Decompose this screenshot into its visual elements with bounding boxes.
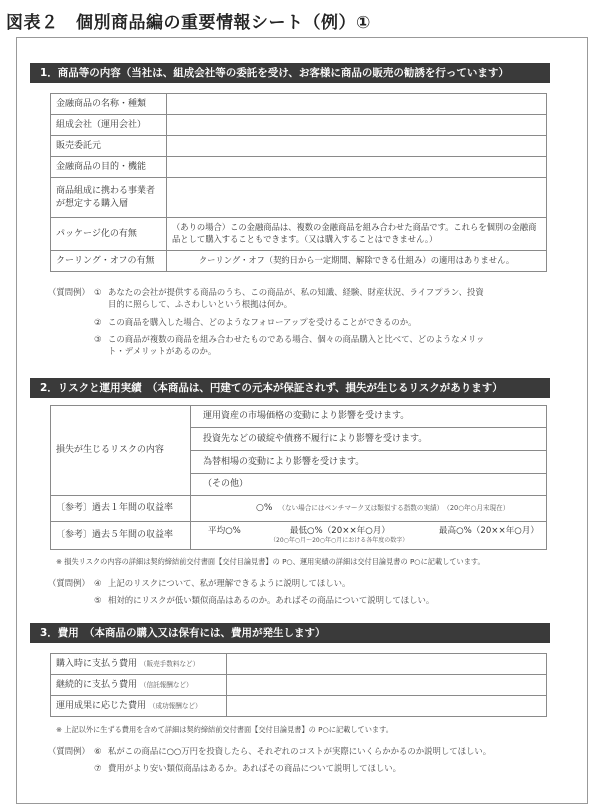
table-row xyxy=(51,157,547,178)
section3-note: ※ 上記以外に生ずる費用を含めて詳細は契約締結前交付書面【交付目論見書】の P○に記載しています。 xyxy=(56,725,393,734)
question-text: この商品が複数の商品を組み合わせたものである場合、個々の商品購入と比べて、どのようなメリッ xyxy=(108,334,485,344)
risk-label: 損失が生じるリスクの内容 xyxy=(51,406,191,496)
row-value xyxy=(167,94,547,115)
fee-label-cell xyxy=(51,696,227,717)
questions-label: （質問例） xyxy=(48,578,90,588)
question-text: 目的に照らして、ふさわしいという根拠は何か。 xyxy=(108,299,293,309)
question-number: ⑤ xyxy=(94,595,102,605)
return-5y-maximum: 最高○%（20××年○月） xyxy=(438,526,539,537)
section2-header: 2．リスクと運用実績 （本商品は、円建ての元本が保証されず、損失が生じるリスクがあります） xyxy=(30,378,550,398)
section1-table xyxy=(50,93,547,272)
table-row xyxy=(51,675,547,696)
return-5y-cell xyxy=(191,522,547,550)
questions-label: （質問例） xyxy=(48,287,90,297)
question-text: 上記のリスクについて、私が理解できるように説明してほしい。 xyxy=(108,578,351,588)
risk-item: 運用資産の市場価格の変動により影響を受けます。 xyxy=(191,406,547,428)
fee-label: 運用成果に応じた費用 xyxy=(56,700,147,711)
table-row xyxy=(51,136,547,157)
risk-item: 為替相場の変動により影響を受けます。 xyxy=(191,451,547,474)
row-value: クーリング・オフ（契約日から一定期間、解除できる仕組み）の適用はありません。 xyxy=(167,251,547,272)
table-row xyxy=(51,522,547,550)
question-number: ⑥ xyxy=(94,746,102,756)
question-text: ト・デメリットがあるのか。 xyxy=(108,346,217,356)
row-value xyxy=(167,115,547,136)
question-number: ② xyxy=(94,317,102,327)
question-number: ③ xyxy=(94,334,102,344)
question-text: 私がこの商品に○○万円を投資したら、それぞれのコストが実際にいくらかかるのか説明してほしい。 xyxy=(108,746,492,756)
section3-table xyxy=(50,653,547,717)
table-row xyxy=(51,654,547,675)
return-5y-average: 平均○% xyxy=(208,526,241,537)
question-number: ⑦ xyxy=(94,763,102,773)
return-1y-value: ○% xyxy=(256,503,273,514)
section2-note: ※ 損失リスクの内容の詳細は契約締結前交付書面【交付目論見書】の P○、運用実績の詳細は交付目論見書の P○に記載しています。 xyxy=(56,557,485,566)
row-label: 商品組成に携わる事業者が想定する購入層 xyxy=(51,178,167,218)
fee-sub: （販売手数料など） xyxy=(139,659,200,668)
section3-questions xyxy=(48,745,548,780)
risk-item: （その他） xyxy=(191,474,547,496)
table-row xyxy=(51,496,547,522)
table-row xyxy=(51,94,547,115)
fee-sub: （成功報酬など） xyxy=(148,701,202,710)
question-text: 相対的にリスクが低い類似商品はあるのか。あればその商品について説明してほしい。 xyxy=(108,595,435,605)
table-row xyxy=(51,696,547,717)
return-5y-minimum: 最低○%（20××年○月） xyxy=(289,526,390,537)
page-title: 図表２ 個別商品編の重要情報シート（例）① xyxy=(6,13,371,33)
row-value xyxy=(167,136,547,157)
return-1y-note: （ない場合にはベンチマーク又は類似する指数の実績） （20○年○月末現在） xyxy=(278,503,510,512)
return-5y-note: （20○年○月～20○年○月における各年度の数字） xyxy=(270,537,409,545)
question-text: あなたの会社が提供する商品のうち、この商品が、私の知識、経験、財産状況、ライフプラン、投資 xyxy=(108,287,484,297)
row-value: （ありの場合）この金融商品は、複数の金融商品を組み合わせた商品です。これらを個別の金融商品として購入することもできます。（又は購入することはできません。） xyxy=(167,218,547,251)
question-text: 費用がより安い類似商品はあるか。あればその商品について説明してほしい。 xyxy=(108,763,401,773)
row-value xyxy=(167,178,547,218)
fee-value xyxy=(227,675,547,696)
row-label: パッケージ化の有無 xyxy=(51,218,167,251)
fee-label-cell xyxy=(51,654,227,675)
table-row xyxy=(51,115,547,136)
row-label: 販売委託元 xyxy=(51,136,167,157)
return-5y-label: 〔参考〕過去５年間の収益率 xyxy=(51,522,191,550)
fee-label-cell xyxy=(51,675,227,696)
row-label: クーリング・オフの有無 xyxy=(51,251,167,272)
table-row xyxy=(51,178,547,218)
section3-header: 3．費用 （本商品の購入又は保有には、費用が発生します） xyxy=(30,623,550,643)
fee-sub: （信託報酬など） xyxy=(139,680,193,689)
questions-label: （質問例） xyxy=(48,746,90,756)
row-value xyxy=(167,157,547,178)
row-label: 金融商品の目的・機能 xyxy=(51,157,167,178)
section1-questions xyxy=(48,286,548,361)
row-label: 組成会社（運用会社） xyxy=(51,115,167,136)
fee-value xyxy=(227,654,547,675)
fee-label: 継続的に支払う費用 xyxy=(56,679,138,690)
section1-header: 1．商品等の内容（当社は、組成会社等の委託を受け、お客様に商品の販売の勧誘を行っています） xyxy=(30,63,550,83)
risk-item: 投資先などの破綻や債務不履行により影響を受けます。 xyxy=(191,428,547,451)
question-number: ④ xyxy=(94,578,102,588)
return-1y-cell xyxy=(191,496,547,522)
fee-value xyxy=(227,696,547,717)
question-number: ① xyxy=(94,287,102,297)
question-text: この商品を購入した場合、どのようなフォローアップを受けることができるのか。 xyxy=(108,317,417,327)
section2-questions xyxy=(48,577,548,612)
section2-table xyxy=(50,405,547,550)
table-row xyxy=(51,251,547,272)
return-1y-label: 〔参考〕過去１年間の収益率 xyxy=(51,496,191,522)
table-row xyxy=(51,406,547,428)
fee-label: 購入時に支払う費用 xyxy=(56,658,138,669)
table-row xyxy=(51,218,547,251)
row-label: 金融商品の名称・種類 xyxy=(51,94,167,115)
